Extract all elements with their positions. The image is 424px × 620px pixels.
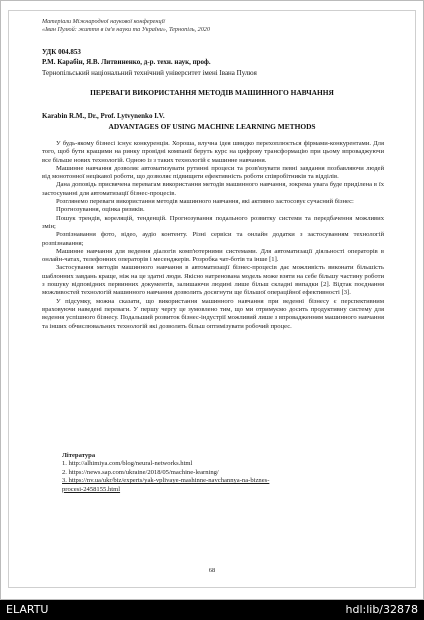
authors-ukrainian: Р.М. Карабін, Я.В. Литвиненко, д-р. техн. наук, проф. [42, 58, 211, 66]
references-title: Література [62, 452, 96, 459]
reference-item: 1. http://alhimiya.com/blog/neural-networks.html [62, 460, 193, 468]
paragraph: Розглянемо переваги використання методів машинного навчання, які активно застосовує сучасний бізнес: [56, 198, 354, 206]
paragraph: Дана доповідь присвячена перевагам використання методів машинного навчання, зокрема увага буде приділена в їх застосуванні для автоматизації бізнес-процесів. [42, 181, 384, 197]
paragraph: Розпізнавання фото, відео, аудіо контенту. Різні сервіси та онлайн додатки з застосуванням технологій розпізнавання; [42, 231, 384, 247]
authors-english: Karabin R.M., Dr., Prof. Lytvynenko I.V. [42, 112, 165, 120]
paragraph: Пошук трендів, кореляцій, тенденцій. Прогнозування подального розвитку системи та передбачення можливих змін; [42, 214, 384, 230]
reference-item-continuation: procesi-2458155.html [62, 485, 121, 493]
title-english: ADVANTAGES OF USING MACHINE LEARNING METHODS [108, 122, 316, 131]
references-section [62, 452, 382, 494]
reference-item: 2. https://news.sap.com/ukraine/2018/05/machine-learning/ [62, 468, 219, 476]
affiliation-ukrainian: Тернопільський національний технічний університет імені Івана Пулюя [42, 69, 257, 77]
repository-name: ELARTU [6, 603, 49, 616]
paragraph: У будь-якому бізнесі існує конкуренція. Хороша, влучна ідея швидко перехоплюється фірмами-конкурентами. Для того, щоб бути кращими на ринку провідні компанії беруть курс на цифрову трансформацію при цьому впроваджуючи все більше нових технологій. Одною із з таких технологій є машинне навчання. [42, 140, 384, 164]
header-line-1: Матеріали Міжнародної наукової конференції [42, 18, 166, 25]
title-ukrainian: ПЕРЕВАГИ ВИКОРИСТАННЯ МЕТОДІВ МАШИННОГО НАВЧАННЯ [90, 88, 334, 97]
article-body [42, 140, 384, 331]
page-number: 68 [208, 567, 216, 574]
paragraph: Машинне навчання дозволяє автоматизувати рутинні процеси та розв'язувати певні завдання позбавляючи людей від монотонної нецікавої роботи, що дозволяє підвищити ефективність роботи співробітників та відділів. [42, 164, 384, 181]
paragraph: У підсумку, можна сказати, що використання машинного навчання при веденні бізнесу є перспективним враховуючи наведені переваги. У першу чергу це зумовлено тим, що ми отримуємо досить продуктивну систему для ведення успішного бізнесу. Подальший розвиток бізнес-індустрії можливий лише з впровадженням машинного навчання та інших обчислювальних технологій які дозволять більш оптимізувати робочий процес. [42, 297, 384, 330]
header-line-2: «Іван Пулюй: життя в ім'я науки та України», Тернопіль, 2020 [42, 26, 210, 33]
conference-header [42, 18, 362, 34]
udk-code: УДК 004.853 [42, 48, 81, 56]
paragraph: Прогнозування, оцінка ризиків. [56, 206, 145, 214]
repository-footer-bar [0, 600, 424, 620]
paragraph: Машинне навчання для ведення діалогів комп'ютерними системами. Для автоматизації діяльності операторів в онлайн-чатах, телефонних операторів і месенджерів. Розробка чат-ботів та інше [1]. [42, 247, 384, 264]
reference-item: 3. https://nv.ua/ukr/biz/experts/yak-vplivaye-mashinne-navchannya-na-biznes- [62, 477, 270, 485]
handle-identifier: hdl:lib/32878 [345, 603, 418, 616]
paragraph: Застосування методів машинного навчання в автоматизації бізнес-процесів дає можливість виконати більшість шаблонних завдань краще, ніж на це здатні люди. Якісно натренована модель може взяти на себе більшу частину роботи з пошуку відповідних первинних документів, залишаючи людині лише більш складні випадки [2]. Відтак поєднання можливостей технологій машинного навчання дозволить досягнути ще більшої операційної ефективності [3]. [42, 264, 384, 297]
